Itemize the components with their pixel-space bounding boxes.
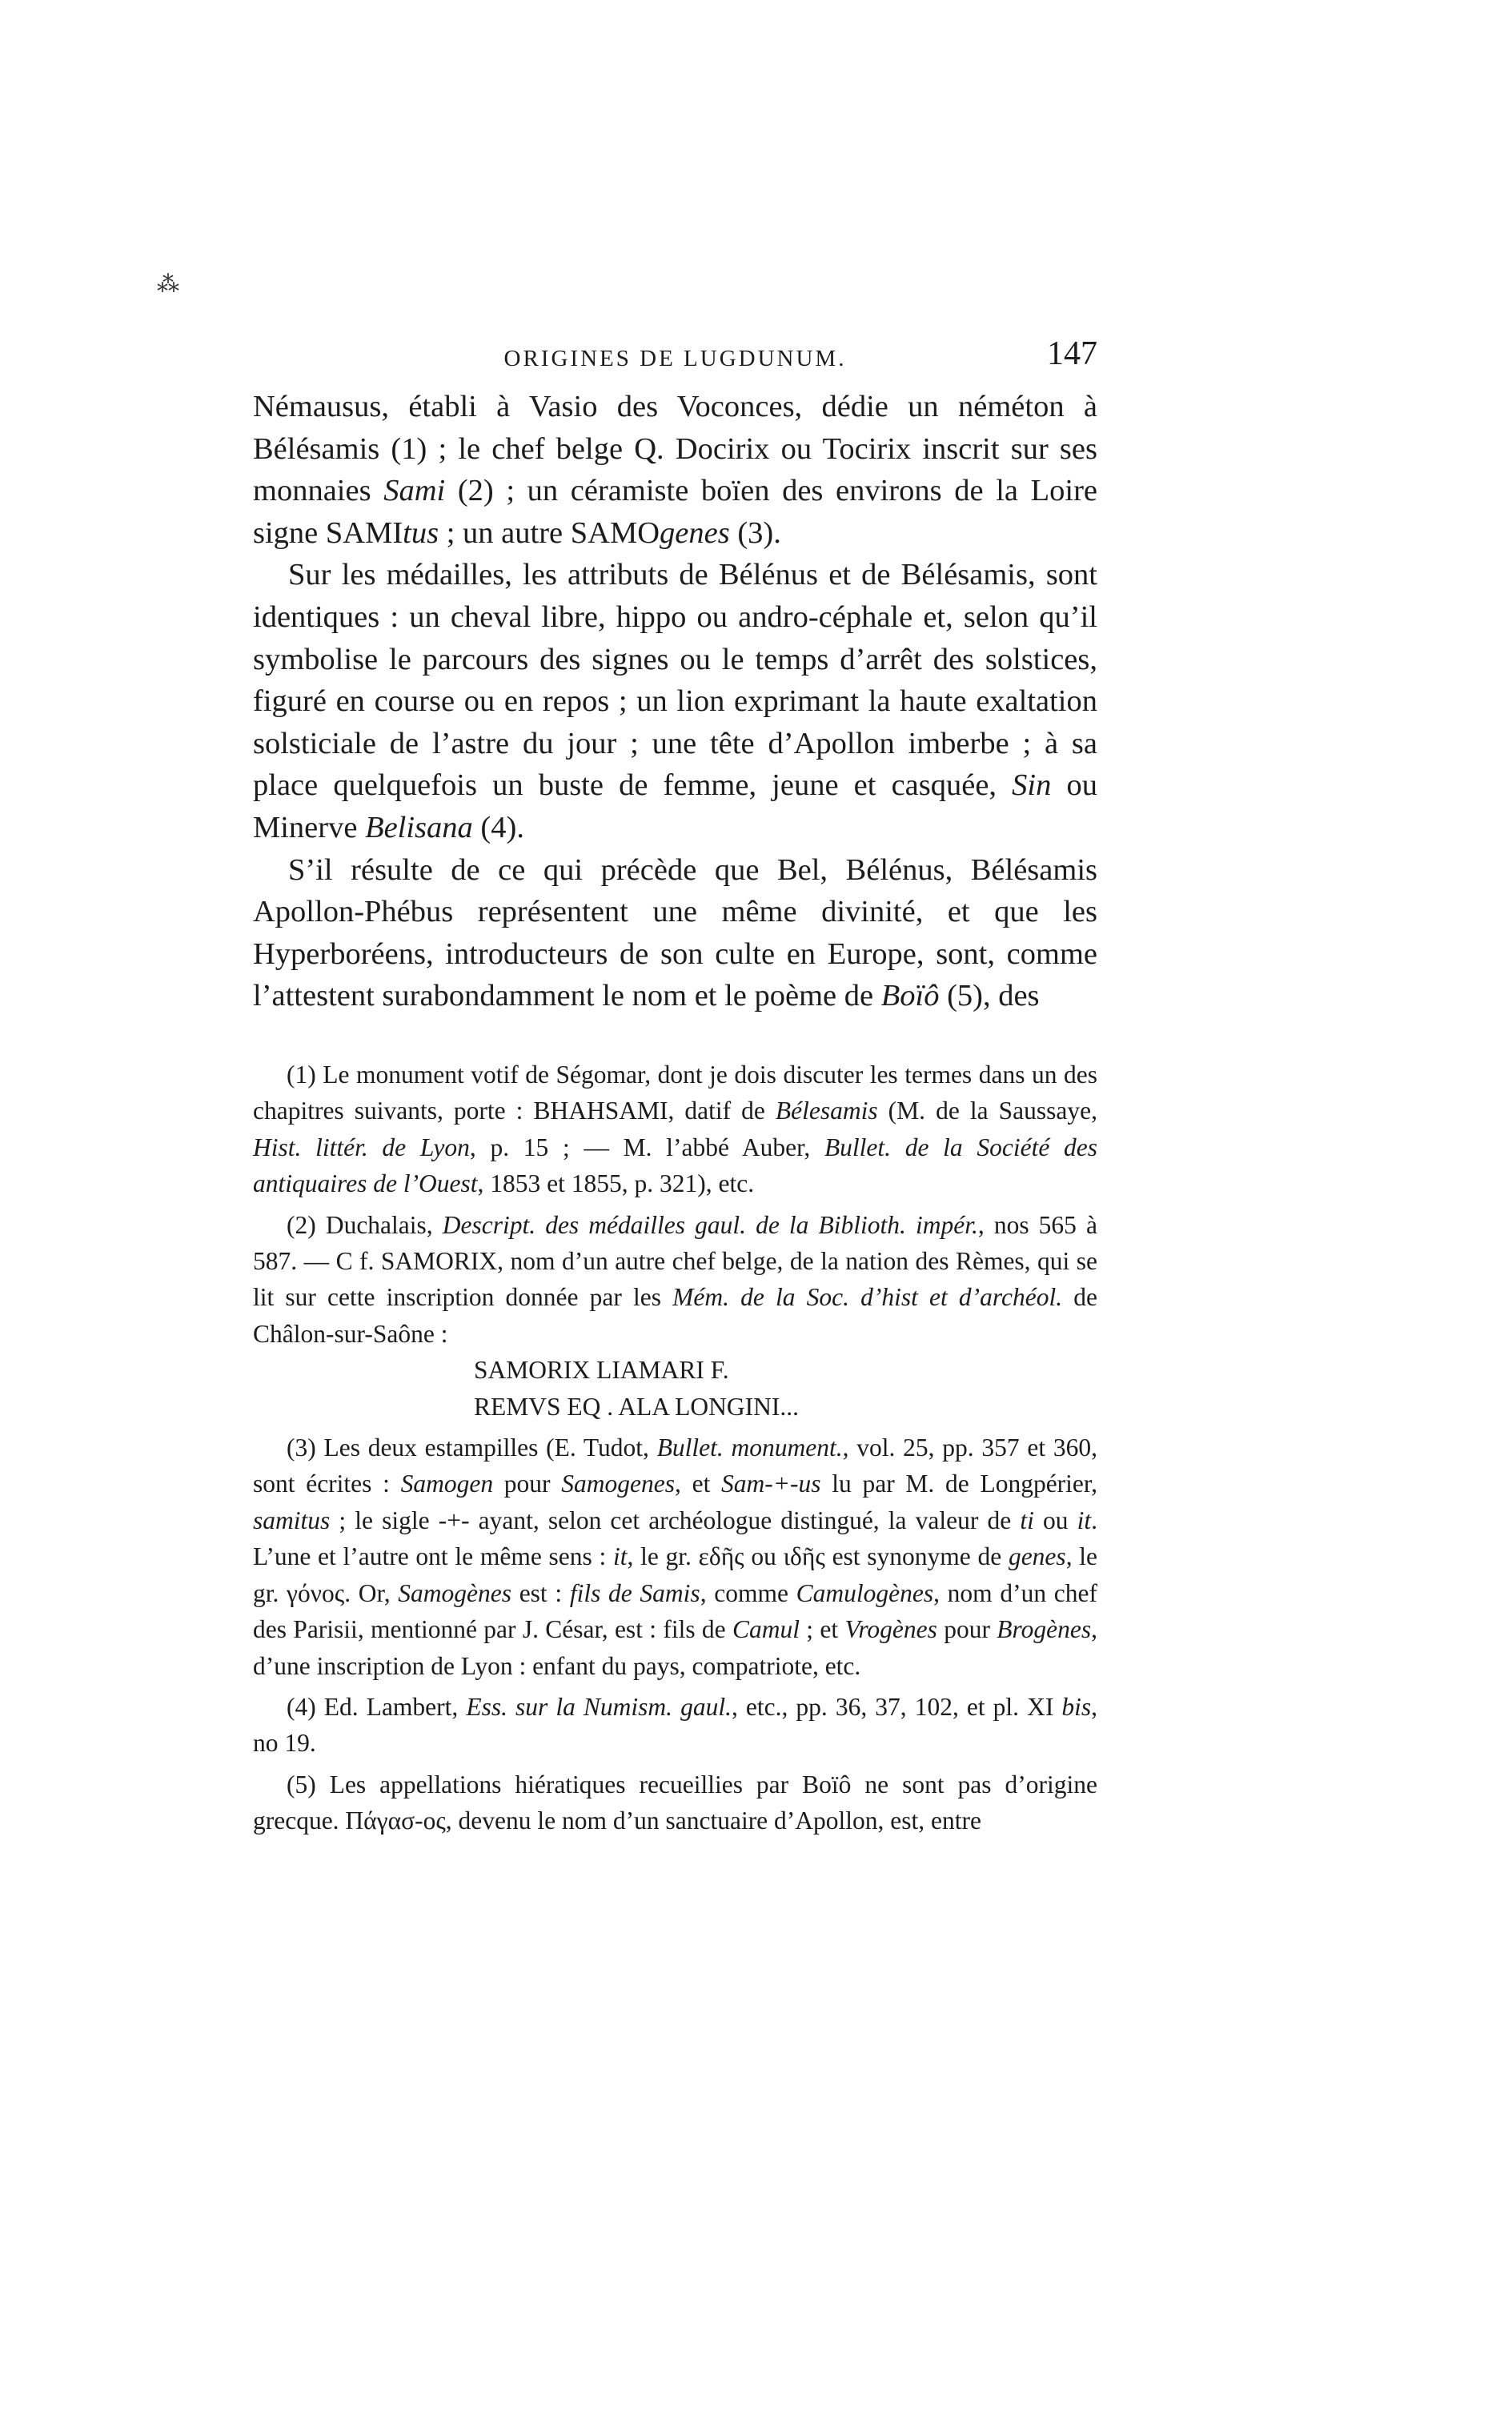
paragraph-1: Némausus, établi à Vasio des Voconces, dédie un néméton à Bélésamis (1) ; le chef belge Q. Docirix ou Tocirix inscrit sur ses monnaies Sami (2) ; un céramiste boïen des environs de la Loire signe SAMItus ; un autre SAMOgenes (3).	[253, 390, 1097, 550]
running-head: ORIGINES DE LUGDUNUM.	[503, 346, 847, 371]
footnote-4: (4) Ed. Lambert, Ess. sur la Numism. gaul., etc., pp. 36, 37, 102, et pl. XI bis, no 19.	[253, 1692, 1098, 1758]
printer-mark: ⁂	[157, 272, 179, 297]
paragraph-2: Sur les médailles, les attributs de Bélénus et de Bélésamis, sont identiques : un cheval libre, hippo ou andro-céphale et, selon qu’il symbolise le parcours des signes ou le temps d’arrêt des solstices, figuré en course ou en repos ; un lion exprimant la haute exaltation solsticiale de l’astre du jour ; une tête d’Apollon imberbe ; à sa place quelquefois un buste de femme, jeune et casquée, Sin ou Minerve Belisana (4).	[253, 558, 1097, 844]
footnote-5: (5) Les appellations hiératiques recueillies par Boïô ne sont pas d’origine grecque. Πάγασ-ος, devenu le nom d’un sanctuaire d’Apollon, est, entre	[253, 1770, 1097, 1835]
body-text	[253, 386, 1097, 1017]
paragraph-3: S’il résulte de ce qui précède que Bel, Bélénus, Bélésamis Apollon-Phébus représentent une même divinité, et que les Hyperboréens, introducteurs de son culte en Europe, sont, comme l’attestent surabondamment le nom et le poème de Boïô (5), des	[253, 852, 1097, 1013]
footnote-1: (1) Le monument votif de Ségomar, dont je dois discuter les termes dans un des chapitres suivants, porte : BHAHSAMI, datif de Bélesamis (M. de la Saussaye, Hist. littér. de Lyon, p. 15 ; — M. l’abbé Auber, Bullet. de la Société des antiquaires de l’Ouest, 1853 et 1855, p. 321), etc.	[253, 1061, 1098, 1198]
inscription-line-1: SAMORIX LIAMARI F.	[474, 1356, 729, 1385]
inscription-line-2: REMVS EQ . ALA LONGINI...	[474, 1392, 799, 1421]
footnote-3: (3) Les deux estampilles (E. Tudot, Bullet. monument., vol. 25, pp. 357 et 360, sont écrites : Samogen pour Samogenes, et Sam-+-us lu par M. de Longpérier, samitus ; le sigle -+- ayant, selon cet archéologue distingué, la valeur de ti ou it. L’une et l’autre ont le même sens : it, le gr. εδῆς ou ιδῆς est synonyme de genes, le gr. γόνος. Or, Samogènes est : fils de Samis, comme Camulogènes, nom d’un chef des Parisii, mentionné par J. César, est : fils de Camul ; et Vrogènes pour Brogènes, d’une inscription de Lyon : enfant du pays, compatriote, etc.	[253, 1434, 1098, 1680]
footnote-2: (2) Duchalais, Descript. des médailles gaul. de la Biblioth. impér., nos 565 à 587. — C f. SAMORIX, nom d’un autre chef belge, de la nation des Rèmes, qui se lit sur cette inscription donnée par les Mém. de la Soc. d’hist et d’archéol. de Châlon-sur-Saône :	[253, 1210, 1097, 1348]
page-header	[253, 335, 1097, 383]
footnotes	[253, 1057, 1097, 1839]
page-number: 147	[1047, 335, 1097, 372]
